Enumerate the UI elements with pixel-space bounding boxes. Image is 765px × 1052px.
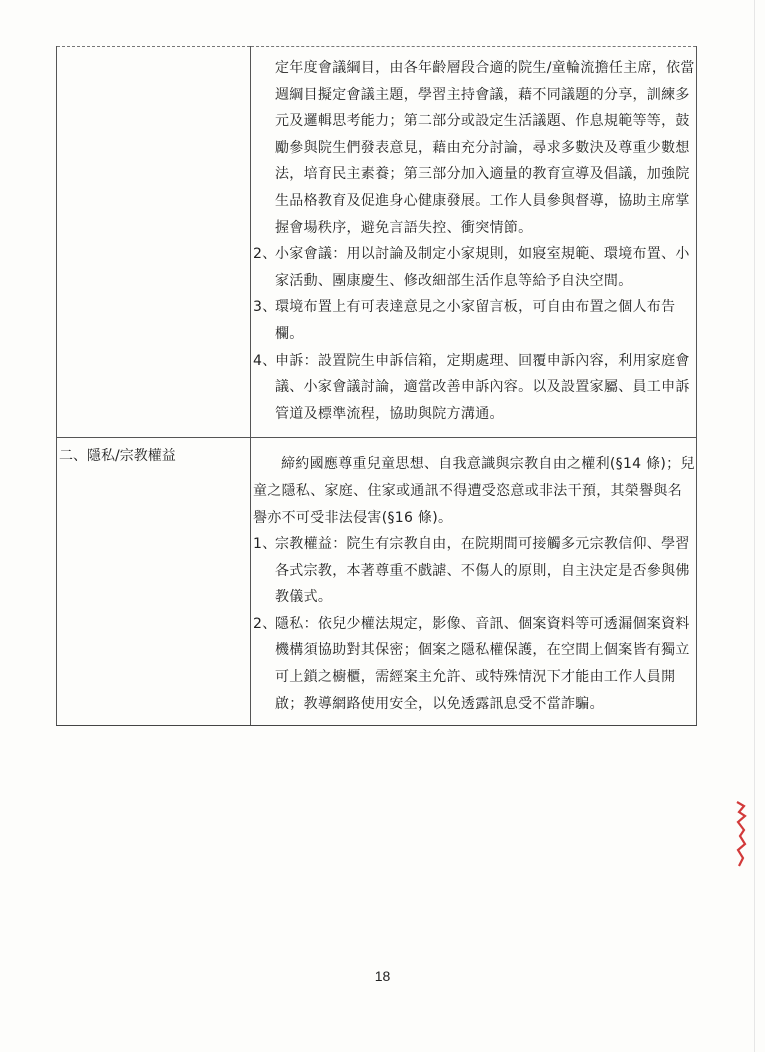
page-number: 18 bbox=[374, 968, 391, 984]
item-number: 2、 bbox=[253, 615, 277, 632]
content-table bbox=[56, 46, 697, 726]
item-text: 環境布置上有可表達意見之小家留言板，可自由布置之個人布告欄。 bbox=[275, 299, 676, 342]
intro-paragraph: 締約國應尊重兒童思想、自我意識與宗教自由之權利(§14 條)；兒童之隱私、家庭、住家或通訊不得遭受恣意或非法干預，其榮譽與名譽亦不可受非法侵害(§16 條)。 bbox=[253, 456, 695, 526]
left-cell-empty bbox=[57, 47, 251, 438]
list-item bbox=[251, 348, 696, 428]
item-number: 4、 bbox=[253, 352, 277, 369]
item-number: 1、 bbox=[253, 536, 277, 553]
table-row bbox=[57, 47, 697, 438]
right-cell-section2 bbox=[251, 438, 697, 726]
item-number: 3、 bbox=[253, 299, 277, 316]
item-text: 申訴：設置院生申訴信箱，定期處理、回覆申訴內容，利用家庭會議、小家會議討論，適當改善申訴內容。以及設置家屬、員工申訴管道及標準流程，協助與院方溝通。 bbox=[275, 352, 690, 422]
left-cell-heading bbox=[57, 438, 251, 726]
table-row bbox=[57, 438, 697, 726]
list-item bbox=[251, 294, 696, 347]
item-text: 小家會議：用以討論及制定小家規則，如寢室規範、環境布置、小家活動、團康慶生、修改細部生活作息等給予自決空間。 bbox=[275, 246, 690, 289]
right-cell-section1 bbox=[251, 47, 697, 438]
list-item bbox=[251, 611, 696, 717]
red-stamp-fragment bbox=[735, 800, 747, 870]
continuation-paragraph: 定年度會議綱目，由各年齡層段合適的院生/童輪流擔任主席，依當週綱目擬定會議主題，學習主持會議，藉不同議題的分享，訓練多元及邏輯思考能力；第二部分或設定生活議題、作息規範等等，鼓勵參與院生們發表意見，藉由充分討論，尋求多數決及尊重少數想法，培育民主素養；第三部分加入適量的教育宣導及倡議，加強院生品格教育及促進身心健康發展。工作人員參與督導，協助主席掌握會場秩序，避免言語失控、衝突情節。 bbox=[275, 60, 695, 236]
section-heading: 二、隱私/宗教權益 bbox=[59, 448, 176, 465]
item-number: 2、 bbox=[253, 246, 277, 263]
scan-page-edge bbox=[754, 0, 755, 1052]
item-text: 宗教權益：院生有宗教自由，在院期間可接觸多元宗教信仰、學習各式宗教，本著尊重不戲謔、不傷人的原則，自主決定是否參與佛教儀式。 bbox=[275, 536, 690, 606]
item-text: 隱私：依兒少權法規定，影像、音訊、個案資料等可透漏個案資料機構須協助對其保密；個案之隱私權保護，在空間上個案皆有獨立可上鎖之櫥櫃，需經案主允許、或特殊情況下才能由工作人員開啟；教導網路使用安全，以免透露訊息受不當詐騙。 bbox=[275, 615, 690, 712]
list-item bbox=[251, 531, 696, 611]
list-item bbox=[251, 241, 696, 294]
